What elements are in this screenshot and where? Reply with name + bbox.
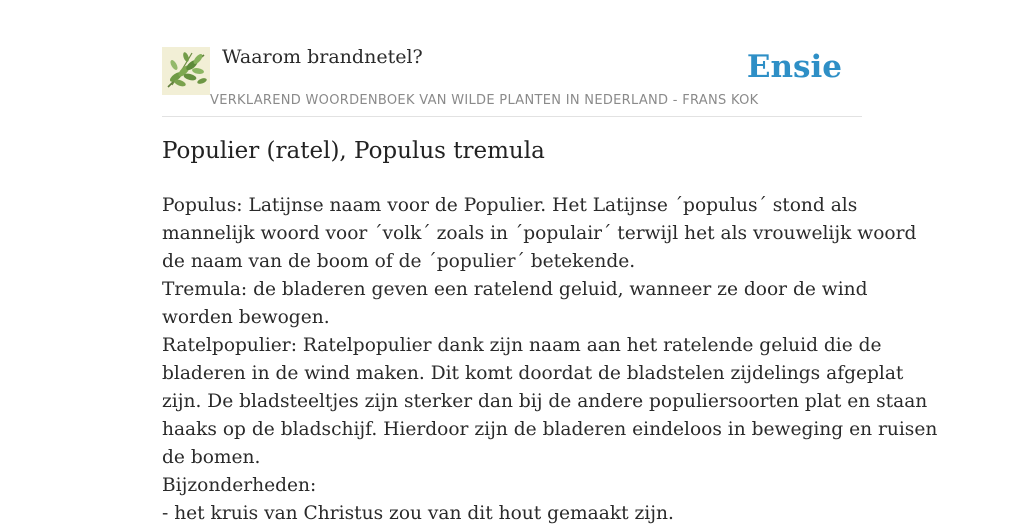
article-line: Tremula: de bladeren geven een ratelend geluid, wanneer ze door de wind	[162, 279, 868, 300]
article-title: Populier (ratel), Populus tremula	[162, 138, 545, 164]
site-header	[162, 44, 862, 117]
article-line: de bomen.	[162, 447, 261, 468]
article-line: worden bewogen.	[162, 307, 330, 328]
article-line: mannelijk woord voor ´volk´ zoals in ´populair´ terwijl het als vrouwelijk woord	[162, 223, 917, 244]
article-line: bladeren in de wind maken. Dit komt doordat de bladstelen zijdelings afgeplat	[162, 363, 904, 384]
brand-logo-link[interactable]: Ensie	[746, 49, 842, 85]
article-line: haaks op de bladschijf. Hierdoor zijn de bladeren eindeloos in beweging en ruisen	[162, 419, 938, 440]
article-line: - het kruis van Christus zou van dit hout gemaakt zijn.	[162, 503, 674, 524]
article-body	[162, 192, 938, 528]
avatar-illustration	[162, 47, 210, 95]
plant-leaf-icon[interactable]	[162, 47, 210, 95]
site-subtitle[interactable]: VERKLAREND WOORDENBOEK VAN WILDE PLANTEN IN NEDERLAND - FRANS KOK	[210, 93, 759, 108]
article-line: Ratelpopulier: Ratelpopulier dank zijn naam aan het ratelende geluid die de	[162, 335, 882, 356]
article-line: de naam van de boom of de ´populier´ betekende.	[162, 251, 636, 272]
article-line: Bijzonderheden:	[162, 475, 317, 496]
article-line: Populus: Latijnse naam voor de Populier. Het Latijnse ´populus´ stond als	[162, 195, 858, 216]
article-line: zijn. De bladsteeltjes zijn sterker dan bij de andere populiersoorten plat en staan	[162, 391, 928, 412]
site-title[interactable]: Waarom brandnetel?	[222, 46, 423, 68]
